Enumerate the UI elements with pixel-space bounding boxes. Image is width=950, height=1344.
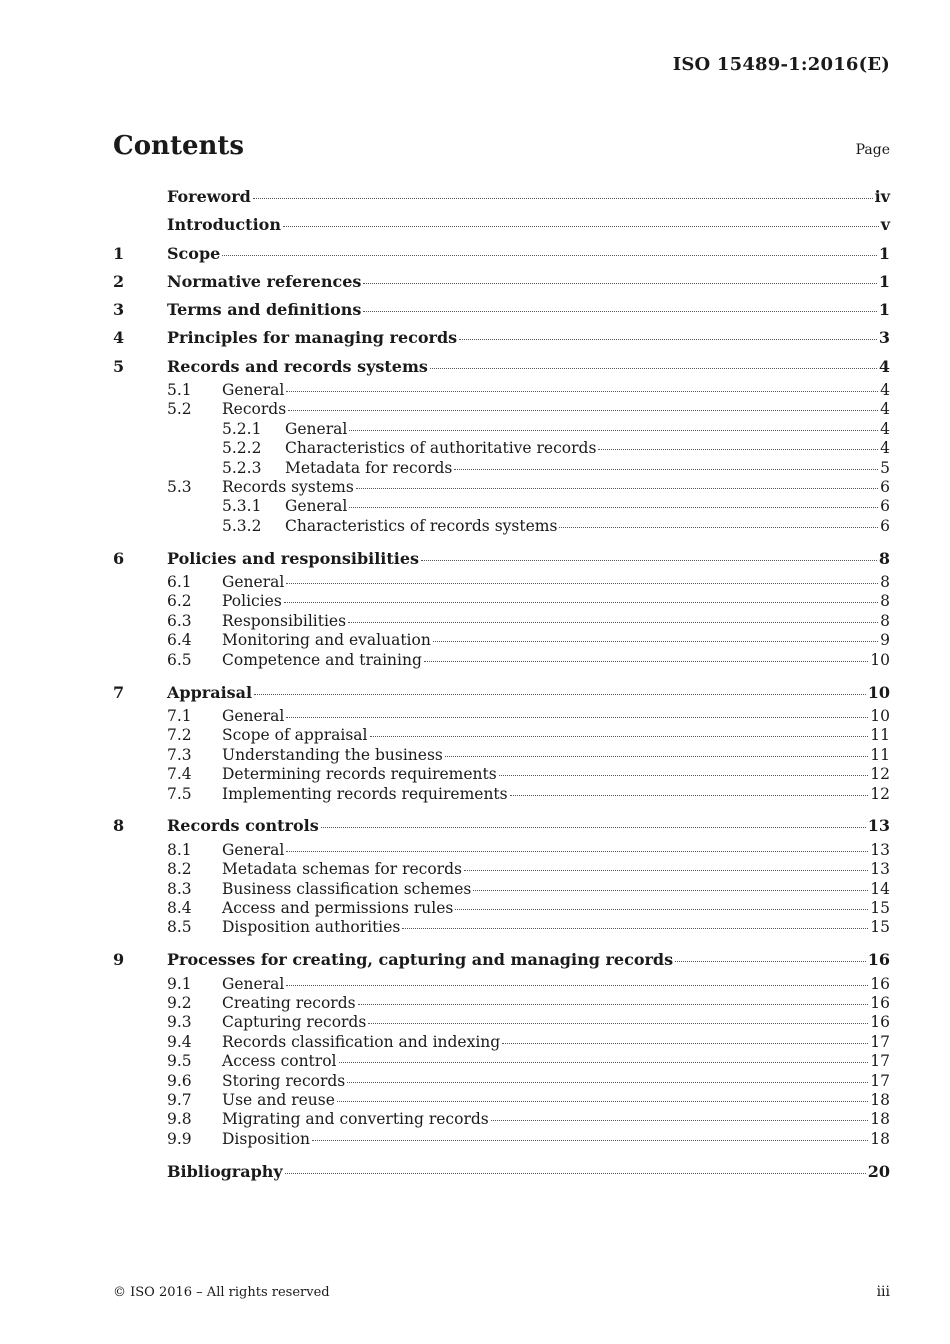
toc-entry[interactable] [113,497,890,516]
toc-entry-page[interactable]: 11 [870,726,890,745]
toc-entry[interactable] [113,1033,890,1052]
toc-entry-number: 5.3 [167,478,192,497]
dot-leader [402,928,868,929]
toc-entry-page[interactable]: 9 [880,631,890,650]
toc-entry-page[interactable]: 17 [870,1071,890,1090]
toc-entry[interactable] [113,573,890,592]
dot-leader [286,851,868,852]
toc-entry-page[interactable]: 11 [870,745,890,764]
toc-entry-title[interactable]: Characteristics of records systems [285,516,558,535]
toc-entry[interactable] [113,899,890,918]
toc-entry-number: 8.3 [167,879,192,898]
dot-leader [368,1023,868,1024]
toc-entry-number: 7.2 [167,726,192,745]
toc-entry-title[interactable]: Access and permissions rules [222,898,454,917]
toc-entry[interactable] [113,183,890,211]
toc-entry-number: 7.4 [167,765,192,784]
toc-entry-number: 5.2 [167,400,192,419]
toc-entry-title[interactable]: Responsibilities [222,611,347,630]
toc-entry-title[interactable]: Foreword [167,187,251,206]
toc-entry-number: 5.2.2 [222,439,262,458]
toc-entry-page[interactable]: 8 [880,573,890,592]
toc-entry-number: 8.1 [167,840,192,859]
toc-entry-number: 9.3 [167,1013,192,1032]
toc-entry-page[interactable]: 18 [870,1110,890,1129]
toc-entry[interactable] [113,1072,890,1091]
dot-leader [473,890,868,891]
toc-entry-page[interactable]: 16 [870,1013,890,1032]
dot-leader [598,449,878,450]
toc-entry-page[interactable]: 1 [878,300,890,320]
toc-entry-number: 5.3.2 [222,516,262,535]
toc-entry-number: 2 [113,271,125,291]
toc-entry-page[interactable]: 6 [880,497,890,516]
toc-entry[interactable] [113,517,890,536]
toc-entry-number: 6.4 [167,631,192,650]
dot-leader [286,717,868,718]
toc-entry-page[interactable]: 18 [870,1090,890,1109]
toc-entry[interactable] [113,765,890,784]
toc-entry-page[interactable]: iv [874,187,890,206]
toc-entry-number: 8.5 [167,918,192,937]
toc-entry-title[interactable]: Records [222,400,287,419]
dot-leader [455,909,868,910]
toc-entry[interactable] [113,812,890,840]
toc-entry[interactable] [113,1091,890,1110]
toc-entry-title[interactable]: Records classification and indexing [222,1032,501,1051]
toc-entry-number: 3 [113,300,125,320]
toc-entry-title[interactable]: Processes for creating, capturing and managing records [167,950,674,970]
dot-leader [348,622,878,623]
dot-leader [285,1173,866,1174]
toc-entry-title[interactable]: Disposition [222,1129,311,1148]
dot-leader [559,527,878,528]
toc-entry-page[interactable]: 13 [867,816,890,836]
toc-entry-page[interactable]: 17 [870,1032,890,1051]
toc-entry-page[interactable]: 1 [878,243,890,263]
toc-entry-title[interactable]: General [222,573,285,592]
toc-entry[interactable] [113,860,890,879]
toc-entry[interactable] [113,381,890,400]
toc-entry-number: 7 [113,682,125,702]
toc-entry-title[interactable]: General [222,706,285,725]
toc-entry-title[interactable]: Principles for managing records [167,328,458,348]
dot-leader [312,1140,868,1141]
toc-entry-page[interactable]: 6 [880,516,890,535]
dot-leader [347,1082,868,1083]
toc-entry[interactable] [113,545,890,573]
toc-entry[interactable] [113,726,890,745]
dot-leader [370,736,869,737]
toc-entry[interactable] [113,439,890,458]
toc-entry-page[interactable]: 6 [880,478,890,497]
toc-entry[interactable] [113,1013,890,1032]
toc-entry-page[interactable]: 16 [870,994,890,1013]
toc-entry-title[interactable]: Records controls [167,816,319,836]
toc-entry-title[interactable]: Policies [222,592,282,611]
toc-entry-page[interactable]: 16 [867,950,890,970]
toc-entry-page[interactable]: 12 [870,784,890,803]
toc-entry[interactable] [113,975,890,994]
toc-entry[interactable] [113,478,890,497]
dot-leader [363,283,876,284]
toc-entry-title[interactable]: Understanding the business [222,745,443,764]
dot-leader [459,339,877,340]
dot-leader [454,469,878,470]
toc-entry[interactable] [113,631,890,650]
toc-entry-number: 6.1 [167,573,192,592]
toc-entry[interactable] [113,946,890,974]
toc-entry-title[interactable]: Capturing records [222,1013,367,1032]
toc-entry[interactable] [113,240,890,268]
dot-leader [433,641,878,642]
toc-entry-title[interactable]: Disposition authorities [222,918,401,937]
toc-entry-page[interactable]: 17 [870,1052,890,1071]
toc-entry-page[interactable]: 15 [870,918,890,937]
toc-entry-title[interactable]: Terms and definitions [167,300,362,320]
dot-leader [253,198,873,199]
toc-entry-title[interactable]: General [285,497,348,516]
footer-copyright: © ISO 2016 – All rights reserved [113,1285,330,1300]
toc-entry-page[interactable]: 4 [880,400,890,419]
toc-entry-number: 7.3 [167,745,192,764]
toc-entry[interactable] [113,420,890,439]
toc-entry[interactable] [113,1158,890,1186]
contents-title: Contents [113,131,245,161]
dot-leader [349,430,878,431]
toc-entry-page[interactable]: 8 [878,548,890,568]
toc-entry-number: 5 [113,356,125,376]
dot-leader [286,985,868,986]
toc-entry-number: 6.5 [167,650,192,669]
dot-leader [349,507,878,508]
toc-entry-title[interactable]: Introduction [167,215,281,235]
toc-entry-title[interactable]: Access control [222,1052,337,1071]
toc-entry[interactable] [113,880,890,899]
toc-entry-title[interactable]: Scope of appraisal [222,726,368,745]
dot-leader [288,410,878,411]
toc-entry-title[interactable]: Implementing records requirements [222,784,508,803]
dot-leader [430,368,877,369]
dot-leader [284,602,878,603]
dot-leader [491,1120,869,1121]
toc-entry[interactable] [113,324,890,352]
toc-entry-number: 9.6 [167,1071,192,1090]
dot-leader [254,694,866,695]
toc-entry-page[interactable]: 13 [870,840,890,859]
toc-entry[interactable] [113,746,890,765]
toc-entry-title[interactable]: General [222,974,285,993]
toc-entry-page[interactable]: 4 [880,439,890,458]
toc-entry-title[interactable]: General [285,419,348,438]
toc-entry-number: 9.1 [167,974,192,993]
toc-entry-title[interactable]: Determining records requirements [222,765,497,784]
toc-entry-page[interactable]: 8 [880,592,890,611]
toc-entry-number: 5.3.1 [222,497,262,516]
toc-entry-title[interactable]: Creating records [222,994,356,1013]
toc-entry[interactable] [113,1110,890,1129]
toc-entry-number: 9 [113,950,125,970]
toc-entry-number: 8.4 [167,898,192,917]
dot-leader [339,1062,869,1063]
toc-entry-number: 7.5 [167,784,192,803]
toc-entry-title[interactable]: Appraisal [167,682,253,702]
toc-entry-number: 9.5 [167,1052,192,1071]
toc-entry[interactable] [113,707,890,726]
dot-leader [222,255,877,256]
toc-entry[interactable] [113,612,890,631]
toc-entry-page[interactable]: 16 [870,974,890,993]
toc-entry[interactable] [113,785,890,804]
dot-leader [675,961,866,962]
toc-entry[interactable] [113,353,890,381]
toc-entry-number: 9.7 [167,1090,192,1109]
toc-entry-title[interactable]: General [222,381,285,400]
toc-entry-title[interactable]: Monitoring and evaluation [222,631,431,650]
toc-entry[interactable] [113,211,890,239]
toc-entry-page[interactable]: 1 [878,271,890,291]
dot-leader [421,560,877,561]
toc-entry[interactable] [113,296,890,324]
dot-leader [499,775,869,776]
toc-entry-number: 8 [113,816,125,836]
toc-entry[interactable] [113,841,890,860]
toc-entry[interactable] [113,268,890,296]
dot-leader [464,870,868,871]
dot-leader [283,226,879,227]
document-id: ISO 15489-1:2016(E) [672,54,890,75]
toc-entry-page[interactable]: 12 [870,765,890,784]
toc-entry-page[interactable]: 15 [870,898,890,917]
table-of-contents [113,183,890,1186]
toc-entry-number: 9.2 [167,994,192,1013]
toc-entry-title[interactable]: Scope [167,243,221,263]
toc-entry[interactable] [113,994,890,1013]
dot-leader [337,1101,868,1102]
toc-entry-page[interactable]: 10 [867,682,890,702]
toc-entry-page[interactable]: 4 [878,356,890,376]
toc-entry[interactable] [113,651,890,670]
toc-entry-title[interactable]: Records systems [222,478,354,497]
dot-leader [424,661,868,662]
toc-entry-page[interactable]: 8 [880,611,890,630]
toc-entry-page[interactable]: 13 [870,860,890,879]
dot-leader [502,1043,868,1044]
dot-leader [321,827,866,828]
dot-leader [286,391,878,392]
toc-entry-number: 6.3 [167,611,192,630]
footer-page-number: iii [876,1284,890,1300]
toc-entry-number: 8.2 [167,860,192,879]
dot-leader [363,311,876,312]
toc-entry-title[interactable]: Normative references [167,271,362,291]
toc-entry-page[interactable]: v [880,215,890,235]
toc-entry-title[interactable]: Use and reuse [222,1090,335,1109]
toc-entry-title[interactable]: Records and records systems [167,356,428,376]
toc-entry-number: 6 [113,548,125,568]
dot-leader [358,1004,869,1005]
toc-entry-title[interactable]: Metadata schemas for records [222,860,462,879]
toc-entry-page[interactable]: 20 [867,1161,890,1181]
toc-entry-title[interactable]: Business classification schemes [222,879,472,898]
toc-entry-number: 7.1 [167,706,192,725]
toc-entry-number: 5.2.1 [222,419,262,438]
toc-entry[interactable] [113,592,890,611]
dot-leader [445,756,868,757]
toc-entry-number: 5.2.3 [222,458,262,477]
dot-leader [356,488,878,489]
toc-entry[interactable] [113,400,890,419]
toc-entry-title[interactable]: Characteristics of authoritative records [285,439,597,458]
dot-leader [286,583,878,584]
toc-entry-number: 6.2 [167,592,192,611]
dot-leader [510,795,869,796]
toc-entry-page[interactable]: 10 [870,650,890,669]
toc-entry-title[interactable]: Competence and training [222,650,422,669]
toc-entry-number: 9.9 [167,1129,192,1148]
toc-entry-title[interactable]: Migrating and converting records [222,1110,489,1129]
toc-entry-number: 9.4 [167,1032,192,1051]
toc-entry-title[interactable]: General [222,840,285,859]
toc-entry[interactable] [113,459,890,478]
toc-entry-page[interactable]: 4 [880,419,890,438]
page-column-label: Page [855,142,890,158]
toc-entry[interactable] [113,1130,890,1149]
toc-entry-page[interactable]: 4 [880,381,890,400]
toc-entry-title[interactable]: Metadata for records [285,458,453,477]
toc-entry-page[interactable]: 18 [870,1129,890,1148]
toc-entry-page[interactable]: 3 [878,328,890,348]
toc-entry-number: 4 [113,328,125,348]
toc-entry-number: 5.1 [167,381,192,400]
toc-entry[interactable] [113,1052,890,1071]
toc-entry-title[interactable]: Bibliography [167,1161,283,1181]
toc-entry-page[interactable]: 5 [880,458,890,477]
toc-entry-page[interactable]: 10 [870,706,890,725]
toc-entry-number: 9.8 [167,1110,192,1129]
toc-entry-number: 1 [113,243,125,263]
toc-entry-page[interactable]: 14 [870,879,890,898]
toc-entry-title[interactable]: Storing records [222,1071,346,1090]
toc-entry[interactable] [113,679,890,707]
toc-entry[interactable] [113,918,890,937]
toc-entry-title[interactable]: Policies and responsibilities [167,548,420,568]
